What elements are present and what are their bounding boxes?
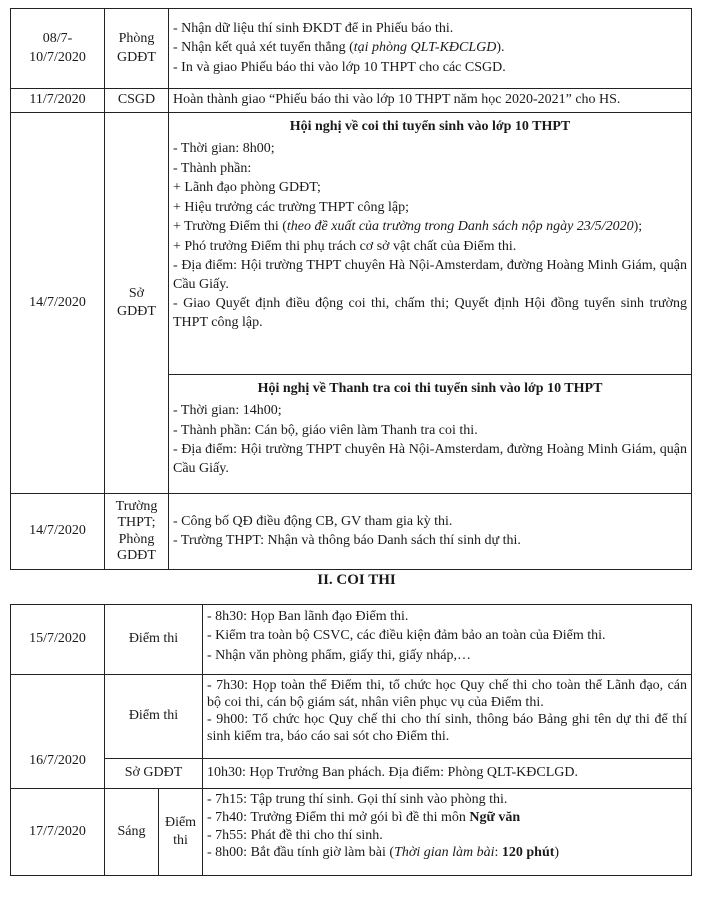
unit-cell: Điểm thi <box>105 605 203 675</box>
date-cell: 14/7/2020 <box>11 113 105 494</box>
task-line: - 9h00: Tổ chức học Quy chế thi cho thí sinh, thông báo Bảng ghi tên dự thi để thí sinh kiểm tra, báo cáo sai sót cho Điểm thi. <box>207 712 688 744</box>
unit-cell: Điểm thi <box>105 675 203 759</box>
task-cell <box>203 789 692 876</box>
conference-block <box>169 375 692 494</box>
conference-heading: Hội nghị về Thanh tra coi thi tuyển sinh vào lớp 10 THPT <box>257 381 603 396</box>
task-line: - Nhận văn phòng phẩm, giấy thi, giấy nháp,… <box>207 647 472 663</box>
task-line <box>207 845 687 862</box>
task-italic-text: tại phòng QLT-KĐCLGD <box>353 40 497 56</box>
table-row <box>11 789 692 876</box>
unit-text: Phòng <box>118 531 155 547</box>
date-cell: 17/7/2020 <box>11 789 105 876</box>
unit-cell <box>105 9 169 89</box>
task-line: - Trường THPT: Nhận và thông báo Danh sách thí sinh dự thi. <box>173 533 521 548</box>
date-text: 08/7- <box>42 31 73 47</box>
conference-place: - Địa điểm: Hội trường THPT chuyên Hà Nội-Amsterdam, đường Hoàng Minh Giám, quận Cầu Giấy. <box>173 258 687 292</box>
conference-member <box>173 218 687 236</box>
date-cell: 14/7/2020 <box>11 494 105 570</box>
task-line: - 7h30: Họp toàn thể Điểm thi, tổ chức học Quy chế thi cho toàn thể Lãnh đạo, cán bộ coi thi, cán bộ giám sát, nhân viên phục vụ của Điểm thi. <box>207 678 688 710</box>
task-cell: Hoàn thành giao “Phiếu báo thi vào lớp 10 THPT năm học 2020-2021” cho HS. <box>169 89 692 113</box>
task-line <box>207 810 687 827</box>
task-text: ) <box>554 845 560 861</box>
conference-members-label: - Thành phần: <box>173 160 252 176</box>
task-line: - 8h30: Họp Ban lãnh đạo Điểm thi. <box>207 609 409 624</box>
task-cell <box>203 605 692 675</box>
session-cell: Sáng <box>105 789 159 876</box>
table-row <box>11 89 692 113</box>
task-text: - 8h00: Bắt đầu tính giờ làm bài ( <box>207 845 395 861</box>
unit-cell: CSGD <box>105 89 169 113</box>
date-cell: 16/7/2020 <box>11 675 105 789</box>
unit-text: GDĐT <box>117 547 156 563</box>
conference-heading: Hội nghị về coi thi tuyển sinh vào lớp 10 THPT <box>289 119 571 134</box>
unit-cell <box>159 789 203 876</box>
member-text: ); <box>633 219 643 235</box>
date-text: 10/7/2020 <box>29 49 86 65</box>
unit-text: Phòng <box>118 31 155 47</box>
table-row <box>11 605 692 675</box>
unit-cell <box>105 494 169 570</box>
task-line: - Kiểm tra toàn bộ CSVC, các điều kiện đảm bảo an toàn của Điểm thi. <box>207 628 606 644</box>
member-italic-text: theo đề xuất của trường trong Danh sách nộp ngày 23/5/2020 <box>286 219 634 235</box>
table-row <box>11 494 692 570</box>
unit-text: THPT; <box>117 515 156 531</box>
conference-member: + Lãnh đạo phòng GDĐT; <box>173 180 321 196</box>
duration-bold-text: 120 phút <box>501 845 555 861</box>
date-cell: 11/7/2020 <box>11 89 105 113</box>
conference-place: - Địa điểm: Hội trường THPT chuyên Hà Nội-Amsterdam, đường Hoàng Minh Giám, quận Cầu Giấy. <box>173 442 687 476</box>
member-text: + Trường Điểm thi ( <box>173 219 287 235</box>
task-line: - Nhận dữ liệu thí sinh ĐKDT để in Phiếu báo thi. <box>173 20 454 36</box>
conference-block <box>169 113 692 375</box>
task-italic-text: Thời gian làm bài <box>394 845 495 861</box>
schedule-table-1 <box>10 8 692 570</box>
task-line: - 7h55: Phát đề thi cho thí sinh. <box>207 827 383 843</box>
date-cell <box>11 9 105 89</box>
task-cell <box>203 675 692 759</box>
conference-time: - Thời gian: 14h00; <box>173 403 282 419</box>
task-cell: 10h30: Họp Trưởng Ban phách. Địa điểm: Phòng QLT-KĐCLGD. <box>203 759 692 789</box>
task-line: - In và giao Phiếu báo thi vào lớp 10 THPT cho các CSGD. <box>173 59 506 75</box>
task-line: - Công bố QĐ điều động CB, GV tham gia kỳ thi. <box>173 513 453 529</box>
unit-text: Trường <box>115 499 158 515</box>
conference-decision: - Giao Quyết định điều động coi thi, chấm thi; Quyết định Hội đồng tuyển sinh trường THPT công lập. <box>173 296 687 330</box>
table-row <box>11 759 692 789</box>
task-text: - Nhận kết quả xét tuyển thẳng ( <box>173 40 354 56</box>
table-row <box>11 9 692 89</box>
unit-cell: Sở GDĐT <box>105 759 203 789</box>
task-line: - 7h15: Tập trung thí sinh. Gọi thí sinh vào phòng thi. <box>207 792 508 807</box>
task-text: ). <box>496 40 505 56</box>
unit-text: Sở <box>128 285 145 301</box>
table-row <box>11 675 692 759</box>
conference-member: + Phó trưởng Điểm thi phụ trách cơ sở vật chất của Điểm thi. <box>173 238 517 254</box>
conference-members: - Thành phần: Cán bộ, giáo viên làm Thanh tra coi thi. <box>173 422 478 438</box>
task-line <box>173 39 687 57</box>
unit-cell <box>105 113 169 494</box>
task-cell <box>169 494 692 570</box>
task-text: : <box>494 845 502 861</box>
unit-text: Điểm <box>164 814 197 830</box>
subject-bold-text: Ngữ văn <box>469 809 521 825</box>
date-cell: 15/7/2020 <box>11 605 105 675</box>
unit-text: thi <box>173 833 188 848</box>
unit-text: GDĐT <box>117 49 156 65</box>
task-text: - 7h40: Trưởng Điểm thi mở gói bì đề thi môn <box>207 809 470 825</box>
table-row <box>11 113 692 375</box>
schedule-table-2 <box>10 604 692 876</box>
section-heading: II. COI THI <box>317 572 396 588</box>
conference-time: - Thời gian: 8h00; <box>173 141 275 157</box>
unit-text: GDĐT <box>117 304 156 319</box>
conference-member: + Hiệu trưởng các trường THPT công lập; <box>173 199 410 215</box>
task-cell <box>169 9 692 89</box>
